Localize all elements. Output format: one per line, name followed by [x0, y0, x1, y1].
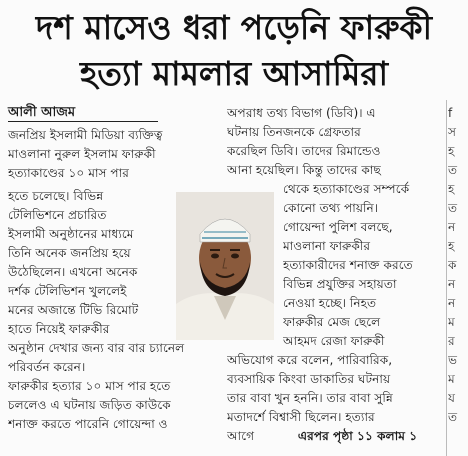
text-line: গোয়েন্দা পুলিশ বলছে,: [283, 220, 393, 234]
column-2-wrap: [283, 180, 443, 275]
edge-char: ম: [448, 372, 455, 386]
edge-char: ভ: [448, 353, 457, 367]
text-line: দর্শক টেলিভিশন খুললেই: [8, 284, 127, 298]
text-line: ইসলামী অনুষ্ঠানের মাধ্যমে: [8, 227, 134, 241]
text-line: ঘটনায় তিনজনকে গ্রেফতার: [227, 125, 361, 139]
text-line: হাতে নিয়েই ফারুকীর: [8, 322, 110, 336]
text-line: মাওলানা ফারুকীর: [283, 239, 371, 253]
text-line: শনাক্ত করতে পারেনি গোয়েন্দা ও: [8, 417, 168, 431]
text-line: থেকে হত্যাকাণ্ডের সম্পর্কে: [283, 182, 410, 196]
edge-char: ত: [448, 201, 458, 215]
text-line: নেওয়া হচ্ছে। নিহত: [283, 296, 377, 310]
edge-char: হ: [448, 144, 455, 158]
adjacent-column-edge: [448, 104, 468, 456]
text-line: বিভিন্ন প্রযুক্তির সহায়তা: [283, 277, 397, 291]
edge-char: হ: [448, 239, 455, 253]
column-2-bottom: [227, 351, 443, 446]
edge-char: ত: [448, 410, 458, 424]
portrait-illustration: [176, 192, 274, 340]
text-line: জনপ্রিয় ইসলামী মিডিয়া ব্যক্তিত্ব: [8, 128, 163, 142]
column-1-top: [8, 126, 172, 183]
text-line: হত্যাকারীদের শনাক্ত করতে: [283, 258, 413, 272]
text-line: তার বাবা খুন হননি। তার বাবা সুন্নি: [227, 391, 393, 405]
edge-char: স: [448, 125, 456, 139]
text-line: কোনো তথ্য পায়নি।: [283, 201, 379, 215]
text-line: উঠেছিলেন। এখনো অনেক: [8, 265, 138, 279]
edge-char: ন: [448, 277, 456, 291]
text-line: আহমদ রেজা ফারুকী: [283, 334, 385, 348]
text-line: টেলিভিশনে প্রচারিত: [8, 208, 107, 222]
edge-char: ক: [448, 258, 457, 272]
text-line: করেছিল ডিবি। তাদের রিমান্ডেও: [227, 144, 381, 158]
byline-rule: [8, 121, 158, 122]
edge-char: ত: [448, 163, 458, 177]
column-divider: [446, 100, 447, 456]
text-line: মাওলানা নুরুল ইসলাম ফারুকী: [8, 147, 156, 161]
column-1-body: [8, 187, 185, 434]
text-line: ফারুকীর হত্যার ১০ মাস পার হতে: [8, 379, 171, 393]
edge-char: ন: [448, 296, 456, 310]
byline: আলী আজম: [8, 105, 76, 120]
text-line: পরিবর্তন করেন।: [8, 360, 86, 374]
text-line: আনা হয়েছিল। কিন্তু তাদের কাছ: [227, 163, 381, 177]
text-line: ফারুকীর মেজ ছেলে: [283, 315, 381, 329]
text-line: অনুষ্ঠান দেখার জন্য বার বার চ্যানেল: [8, 341, 185, 355]
text-line: হতে চলেছে। বিভিন্ন: [8, 189, 104, 203]
column-2-wrap-lower: [283, 275, 443, 351]
edge-char: য: [448, 391, 455, 405]
text-line: মতাদর্শে বিশ্বাসী ছিলেন। হত্যার: [227, 410, 375, 424]
text-line: অপরাধ তথ্য বিভাগ (ডিবি)। এ: [227, 106, 376, 120]
text-line: হত্যাকাণ্ডের ১০ মাস পার: [8, 166, 129, 180]
text-line: অভিযোগ করে বলেন, পারিবারিক,: [227, 353, 393, 367]
headline-line-1: দশ মাসেও ধরা পড়েনি ফারুকী: [35, 8, 433, 47]
text-line: তিনি অনেক জনপ্রিয় হয়ে: [8, 246, 131, 260]
continuation-prefix: আগে: [227, 429, 255, 443]
edge-char: ম: [448, 315, 455, 329]
text-line: চললেও এ ঘটনায় জড়িত কাউকে: [8, 398, 171, 412]
continued-on-page-label: এরপর পৃষ্ঠা ১১ কলাম ১: [297, 429, 418, 443]
portrait-photo: [176, 192, 274, 340]
edge-char: f: [448, 106, 453, 120]
edge-char: র: [448, 334, 455, 348]
edge-char: হ: [448, 182, 455, 196]
edge-char: ন: [448, 220, 456, 234]
text-line: ব্যবসায়িক কিংবা ডাকাতির ঘটনায়: [227, 372, 391, 386]
continuation-line: [227, 427, 443, 446]
headline-line-2: হত্যা মামলার আসামিরা: [79, 54, 389, 93]
text-line: মনের অজান্তে টিভি রিমোট: [8, 303, 139, 317]
column-2-top: [227, 104, 443, 180]
